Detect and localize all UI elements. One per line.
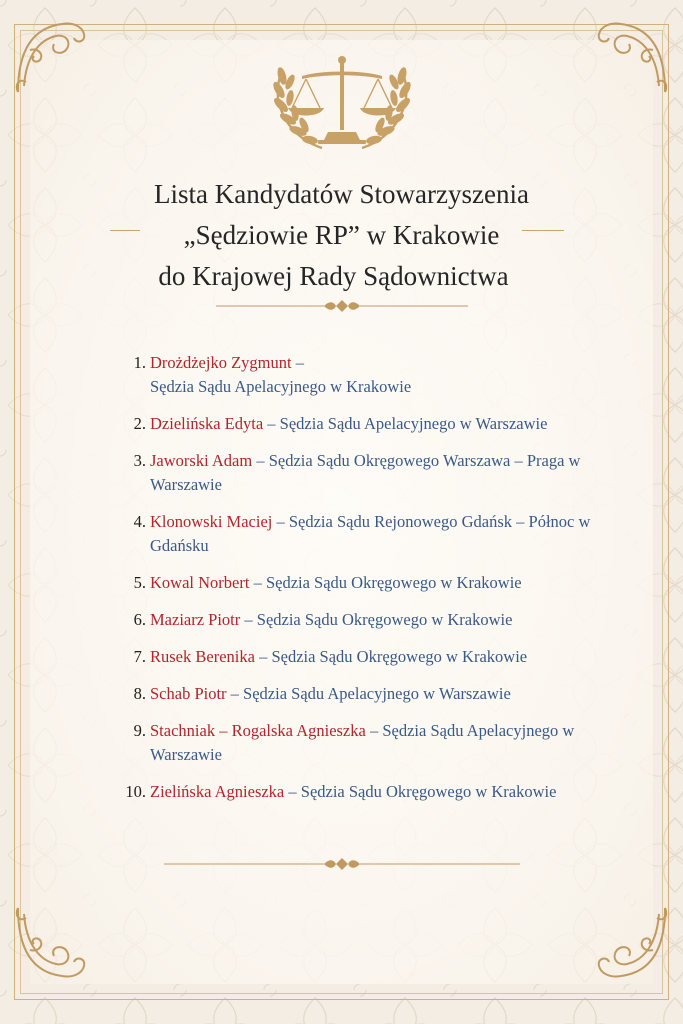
candidate-name: Zielińska Agnieszka xyxy=(150,782,285,801)
item-number: 7. xyxy=(133,647,146,666)
candidate-name: Drożdżejko Zygmunt xyxy=(150,353,292,372)
item-separator: – xyxy=(291,353,304,372)
list-item xyxy=(118,682,618,706)
list-item xyxy=(118,571,618,595)
item-separator: – xyxy=(263,414,280,433)
item-number: 1. xyxy=(133,353,146,372)
candidate-name: Jaworski Adam xyxy=(150,451,253,470)
item-number: 5. xyxy=(133,573,146,592)
candidate-list xyxy=(118,351,618,817)
title-rule-left xyxy=(110,230,140,231)
item-separator: – xyxy=(365,721,383,740)
title-line-1: Lista Kandydatów Stowarzyszenia xyxy=(154,179,529,209)
candidate-name: Klonowski Maciej xyxy=(150,512,273,531)
candidate-role: Sędzia Sądu Okręgowego w Krakowie xyxy=(271,647,528,666)
scales-of-justice-icon xyxy=(262,52,422,156)
candidate-role: Sędzia Sądu Apelacyjnego w Warszawie xyxy=(279,414,548,433)
item-number: 8. xyxy=(133,684,146,703)
bottom-ornamental-divider xyxy=(160,856,524,872)
page-title xyxy=(60,174,623,297)
top-ornamental-divider xyxy=(212,298,472,314)
item-number: 2. xyxy=(133,414,146,433)
candidate-name: Stachniak – Rogalska Agnieszka xyxy=(150,721,366,740)
list-item xyxy=(118,608,618,632)
list-item xyxy=(118,449,618,497)
candidate-role: Sędzia Sądu Apelacyjnego w Warszawie xyxy=(243,684,511,703)
item-number: 6. xyxy=(133,610,146,629)
item-number: 3. xyxy=(133,451,146,470)
candidate-role: Sędzia Sądu Apelacyjnego w Warszawie xyxy=(150,721,575,764)
list-item xyxy=(118,510,618,558)
item-separator: – xyxy=(254,647,272,666)
list-item xyxy=(118,412,618,436)
item-separator: – xyxy=(240,610,257,629)
corner-ornament-top-left xyxy=(10,14,96,100)
candidate-role: Sędzia Sądu Rejonowego Gdańsk – Północ w Gdańsku xyxy=(150,512,591,555)
item-separator: – xyxy=(284,782,301,801)
candidate-role: Sędzia Sądu Okręgowego w Krakowie xyxy=(265,573,522,592)
list-item xyxy=(118,645,618,669)
item-number: 10. xyxy=(125,782,146,801)
candidate-role: Sędzia Sądu Okręgowego w Krakowie xyxy=(300,782,557,801)
candidate-role: Sędzia Sądu Okręgowego Warszawa – Praga w Warszawie xyxy=(150,451,581,494)
item-number: 9. xyxy=(133,721,146,740)
list-item xyxy=(118,780,618,804)
title-line-3: do Krajowej Rady Sądownictwa xyxy=(158,261,509,291)
item-separator: – xyxy=(272,512,289,531)
corner-ornament-bottom-left xyxy=(10,900,96,986)
candidate-name: Schab Piotr xyxy=(150,684,227,703)
list-item xyxy=(118,719,618,767)
candidate-name: Rusek Berenika xyxy=(150,647,255,666)
item-separator: – xyxy=(252,451,269,470)
candidate-role: Sędzia Sądu Okręgowego w Krakowie xyxy=(256,610,513,629)
candidate-name: Dzielińska Edyta xyxy=(150,414,264,433)
candidate-name: Maziarz Piotr xyxy=(150,610,241,629)
candidate-role: Sędzia Sądu Apelacyjnego w Krakowie xyxy=(150,377,412,396)
item-separator: – xyxy=(226,684,244,703)
list-item xyxy=(118,351,618,399)
item-number: 4. xyxy=(133,512,146,531)
title-line-2: „Sędziowie RP” w Krakowie xyxy=(183,220,500,250)
title-rule-right xyxy=(522,230,564,231)
corner-ornament-bottom-right xyxy=(587,900,673,986)
corner-ornament-top-right xyxy=(587,14,673,100)
candidate-name: Kowal Norbert xyxy=(150,573,250,592)
item-separator: – xyxy=(249,573,266,592)
